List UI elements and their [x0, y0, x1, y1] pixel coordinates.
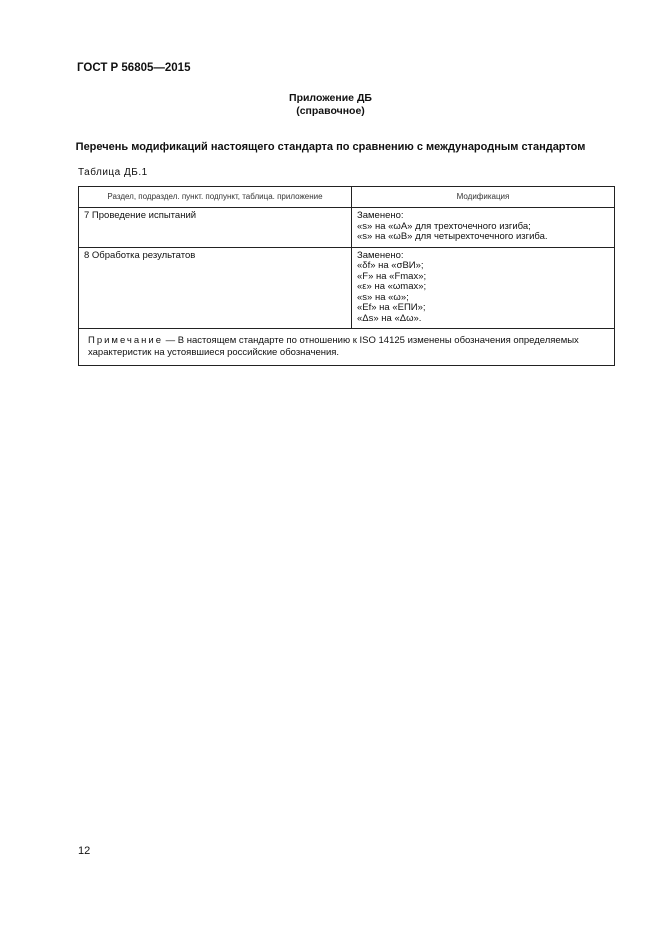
change-line: Заменено:: [357, 249, 404, 261]
table-cell-modification: [352, 247, 615, 329]
column-header-section: Раздел, подраздел. пункт. подпункт, таблица. приложение: [79, 187, 352, 208]
change-line: «s» на «ω»;: [357, 291, 409, 303]
change-line: «F» на «Fmax»;: [357, 270, 427, 282]
change-line: «Δs» на «Δω».: [357, 312, 422, 324]
column-header-modification: Модификация: [352, 187, 615, 208]
appendix-subtitle: (справочное): [296, 105, 365, 117]
table-cell-section: 8 Обработка результатов: [79, 247, 352, 329]
appendix-heading: [0, 92, 661, 118]
standard-number: ГОСТ Р 56805—2015: [77, 62, 191, 74]
change-line: Заменено:: [357, 210, 404, 221]
change-line: «δf» на «σВИ»;: [357, 260, 424, 271]
table-cell-section: 7 Проведение испытаний: [79, 208, 352, 248]
note-text: — В настоящем стандарте по отношению к ISO 14125 изменены обозначения определяемых характеристик на устоявшиеся российские обозначения.: [88, 335, 579, 358]
page-title: Перечень модификаций настоящего стандарта по сравнению с международным стандартом: [75, 141, 586, 153]
table-note: [79, 329, 615, 366]
table-note-row: [79, 329, 615, 366]
appendix-title: Приложение ДБ: [289, 92, 372, 104]
change-line: «s» на «ωB» для четырехточечного изгиба.: [357, 231, 548, 242]
change-line: «ε» на «ωmax»;: [357, 281, 427, 292]
change-line: «Ef» на «EПИ»;: [357, 302, 426, 313]
table-row: [79, 247, 615, 329]
table-row: [79, 208, 615, 248]
note-label: Примечание: [88, 335, 163, 346]
change-line: «s» на «ωA» для трехточечного изгиба;: [357, 220, 531, 232]
table-cell-modification: [352, 208, 615, 248]
table-header-row: [79, 187, 615, 208]
modifications-table: [78, 186, 615, 366]
table-caption: Таблица ДБ.1: [78, 167, 148, 178]
page-number: 12: [78, 845, 91, 857]
